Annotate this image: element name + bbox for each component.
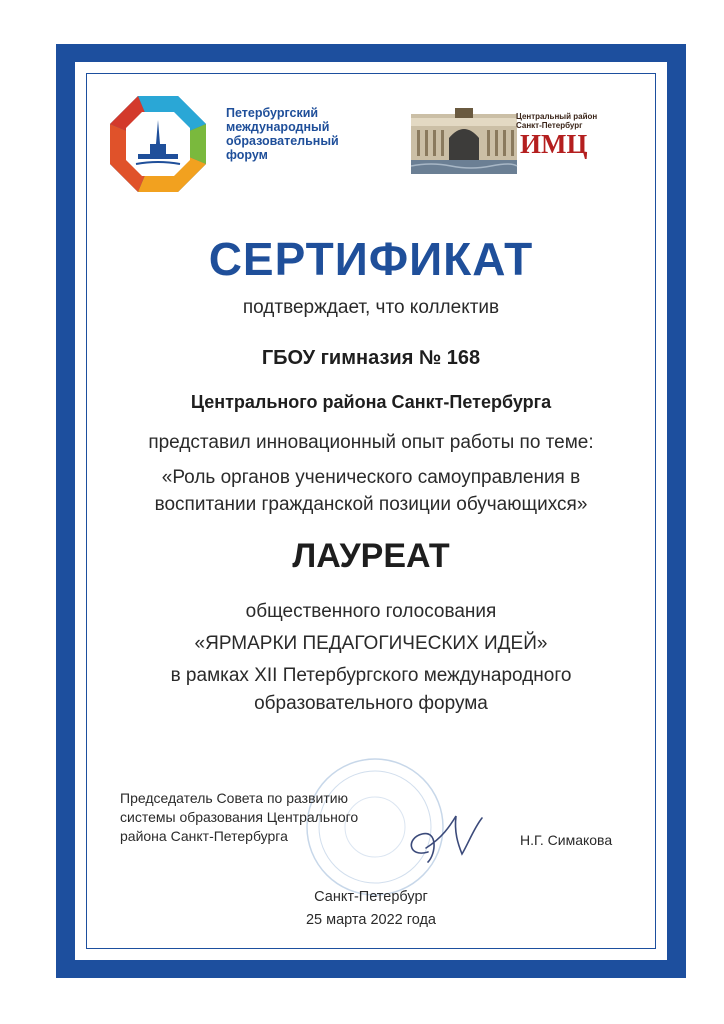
- footer-date: 25 марта 2022 года: [305, 912, 437, 928]
- signer-name: Н.Г. Симакова: [520, 832, 613, 848]
- forum-logo-line: форум: [226, 148, 268, 162]
- imc-caption: [516, 112, 597, 130]
- organization-name: ГБОУ гимназия № 168: [261, 347, 481, 369]
- vote-line4: образовательного форума: [254, 693, 488, 714]
- forum-logo-line: международный: [226, 120, 330, 134]
- chairman-position-line: района Санкт-Петербурга: [120, 828, 288, 844]
- chairman-position: [120, 789, 420, 846]
- imc-caption-line: Санкт-Петербург: [516, 121, 583, 130]
- certificate-subtitle: подтверждает, что коллектив: [242, 297, 500, 318]
- footer-city: Санкт-Петербург: [314, 889, 428, 905]
- forum-logo-line: Петербургский: [226, 106, 319, 120]
- topic-title-line1: «Роль органов ученического самоуправления в: [161, 467, 581, 488]
- chairman-position-line: Председатель Совета по развитию: [120, 790, 349, 806]
- topic-title-line2: воспитании гражданской позиции обучающихся»: [154, 494, 588, 515]
- forum-logo-line: образовательный: [226, 134, 339, 148]
- topic-intro: представил инновационный опыт работы по теме:: [148, 432, 594, 453]
- imc-title: ИМЦ: [520, 129, 588, 159]
- award-title: ЛАУРЕАТ: [292, 537, 450, 575]
- forum-logo-text: [226, 106, 366, 162]
- certificate-title: СЕРТИФИКАТ: [208, 233, 534, 285]
- imc-caption-line: Центральный район: [516, 112, 598, 121]
- vote-line3: в рамках XII Петербургского международного: [170, 665, 572, 686]
- organization-district: Центрального района Санкт-Петербурга: [190, 392, 552, 412]
- handwritten-signature: [398, 808, 488, 868]
- forum-octagon-logo: [108, 94, 208, 194]
- vote-line2: «ЯРМАРКИ ПЕДАГОГИЧЕСКИХ ИДЕЙ»: [194, 633, 548, 654]
- chairman-position-line: системы образования Центрального: [120, 809, 359, 825]
- vote-line1: общественного голосования: [245, 601, 497, 622]
